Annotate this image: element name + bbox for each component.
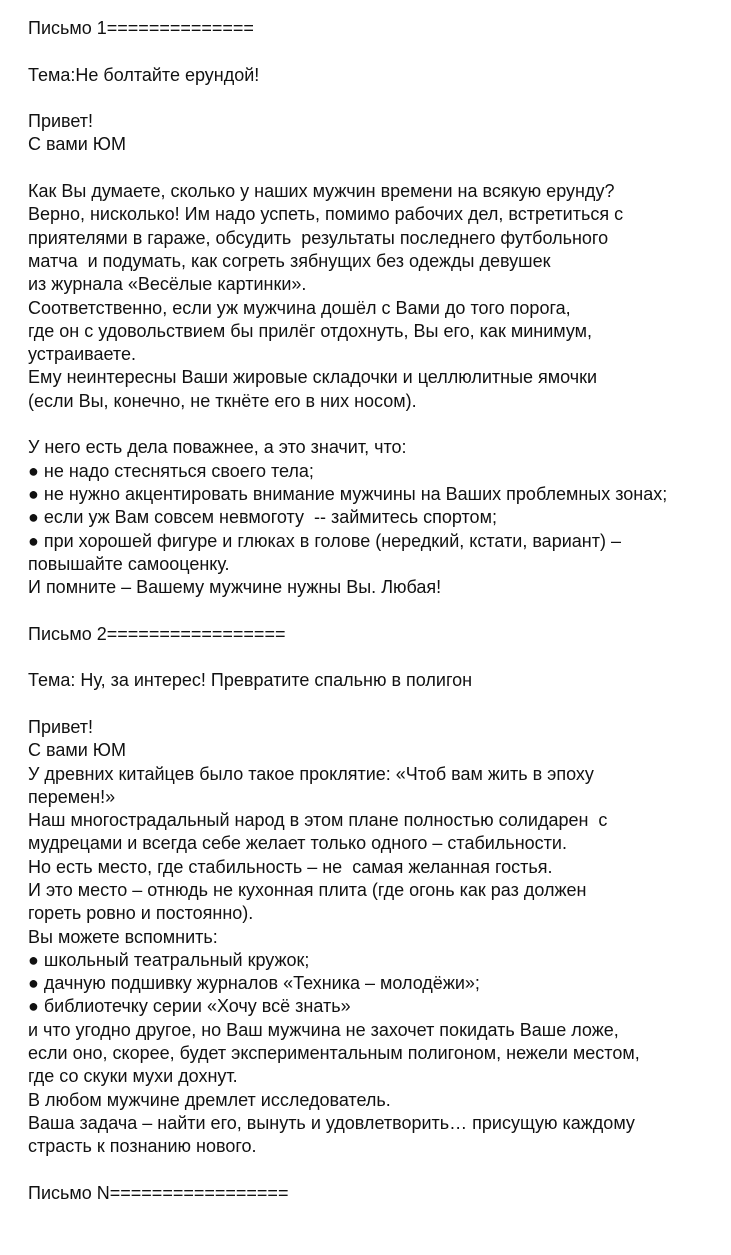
blank-line [28, 599, 728, 622]
letter-1-bullet-item: ● при хорошей фигуре и глюках в голове (нередкий, кстати, вариант) – [28, 530, 621, 551]
letter-1-body-line: (если Вы, конечно, не ткнёте его в них носом). [28, 390, 417, 411]
letter-2-body-line: Но есть место, где стабильность – не самая желанная гостья. [28, 856, 553, 877]
letter-1-body-line: У него есть дела поважнее, а это значит, что: [28, 437, 407, 458]
blank-line [28, 413, 728, 436]
letter-2-body-line: мудрецами и всегда себе желает только одного – стабильности. [28, 833, 567, 854]
letter-1-greeting: Привет! [28, 111, 94, 132]
letter-2-greeting: Привет! [28, 716, 94, 737]
blank-line [28, 646, 728, 669]
letter-1-bullet-item: ● если уж Вам совсем невмоготу -- займитесь спортом; [28, 507, 497, 528]
letter-2-body-line: страсть к познанию нового. [28, 1136, 257, 1157]
letter-2-body-line: Вы можете вспомнить: [28, 926, 218, 947]
blank-line [28, 693, 728, 716]
blank-line [28, 1159, 728, 1182]
letter-2-bullet-item: ● библиотечку серии «Хочу всё знать» [28, 996, 351, 1017]
letter-2-body-line: У древних китайцев было такое проклятие: «Чтоб вам жить в эпоху [28, 763, 594, 784]
letter-2-subject: Тема: Ну, за интерес! Превратите спальню в полигон [28, 670, 473, 691]
letter-1-bullet-item: ● не надо стесняться своего тела; [28, 460, 314, 481]
letter-2-body-line: Ваша задача – найти его, вынуть и удовлетворить… присущую каждому [28, 1112, 635, 1133]
letter-2-header: Письмо 2================= [28, 623, 286, 644]
letter-1-body-line: где он с удовольствием бы прилёг отдохнуть, Вы его, как минимум, [28, 320, 592, 341]
letter-1-body-line: Как Вы думаете, сколько у наших мужчин времени на всякую ерунду? [28, 181, 615, 202]
letter-1-subject: Тема:Не болтайте ерундой! [28, 64, 260, 85]
letter-1-body-line: Ему неинтересны Ваши жировые складочки и целлюлитные ямочки [28, 367, 598, 388]
letter-n-header: Письмо N================= [28, 1182, 289, 1203]
letter-2-bullet-item: ● школьный театральный кружок; [28, 949, 310, 970]
letter-1-body-line: Верно, нисколько! Им надо успеть, помимо рабочих дел, встретиться с [28, 204, 624, 225]
letter-1-body-line: приятелями в гараже, обсудить результаты последнего футбольного [28, 227, 609, 248]
letter-1-body-line: повышайте самооценку. [28, 553, 230, 574]
letter-1-header: Письмо 1============== [28, 18, 254, 38]
email-letters-document [28, 17, 728, 1205]
letter-1-body-line: матча и подумать, как согреть зябнущих без одежды девушек [28, 250, 551, 271]
letter-2-body-line: В любом мужчине дремлет исследователь. [28, 1089, 391, 1110]
letter-1-body-line: устраиваете. [28, 344, 136, 365]
blank-line [28, 87, 728, 110]
letter-2-signature: С вами ЮМ [28, 740, 126, 761]
letter-2-body-line: перемен!» [28, 786, 116, 807]
letter-1-body-line: из журнала «Весёлые картинки». [28, 274, 307, 295]
letter-2-body-line: И это место – отнюдь не кухонная плита (где огонь как раз должен [28, 879, 587, 900]
letter-2-body-line: и что угодно другое, но Ваш мужчина не захочет покидать Ваше ложе, [28, 1019, 619, 1040]
letter-2-body-line: если оно, скорее, будет экспериментальным полигоном, нежели местом, [28, 1043, 640, 1064]
letter-2-body-line: Наш многострадальный народ в этом плане полностью солидарен с [28, 810, 608, 831]
letter-1-signature: С вами ЮМ [28, 134, 126, 155]
letter-1-body-line: Соответственно, если уж мужчина дошёл с Вами до того порога, [28, 297, 571, 318]
letter-1-body-line: И помните – Вашему мужчине нужны Вы. Любая! [28, 577, 442, 598]
letter-2-body-line: где со скуки мухи дохнут. [28, 1066, 238, 1087]
letter-2-bullet-item: ● дачную подшивку журналов «Техника – молодёжи»; [28, 973, 480, 994]
blank-line [28, 40, 728, 63]
blank-line [28, 157, 728, 180]
letter-2-body-line: гореть ровно и постоянно). [28, 903, 254, 924]
letter-1-bullet-item: ● не нужно акцентировать внимание мужчины на Ваших проблемных зонах; [28, 483, 668, 504]
